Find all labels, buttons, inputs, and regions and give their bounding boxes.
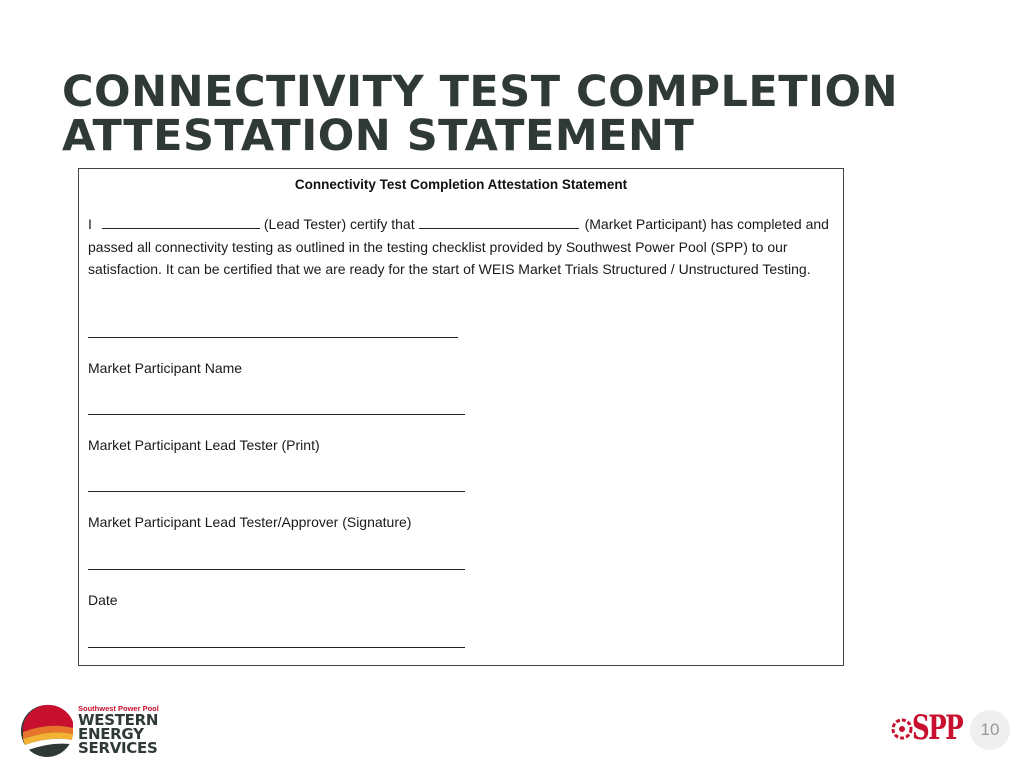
logo-line-2: ENERGY: [78, 725, 144, 743]
signature-line-4: [88, 569, 465, 570]
logo-line-3: SERVICES: [78, 739, 158, 757]
logo-line-1: WESTERN: [78, 711, 159, 729]
market-participant-label: (Market Participant) has completed: [584, 216, 802, 232]
wes-logo-text: [78, 704, 159, 755]
attestation-document: [78, 168, 844, 666]
page-number: 10: [970, 710, 1010, 750]
title-line-2: ATTESTATION STATEMENT: [62, 111, 695, 161]
field-label-lead-tester: Market Participant Lead Tester (Print): [88, 437, 320, 453]
signature-line-2: [88, 414, 465, 415]
field-label-date: Date: [88, 592, 118, 608]
lead-tester-label: (Lead Tester) certify that: [263, 216, 415, 232]
market-participant-blank: [419, 215, 579, 229]
spp-logo: SPP: [912, 708, 963, 748]
signature-line-3: [88, 491, 465, 492]
title-line-1: CONNECTIVITY TEST COMPLETION: [62, 67, 899, 117]
attestation-text: and passed all connectivity testing as outlined in the testing checklist provided by Southwest Power Pool (SPP) to our satisfaction. It can be certified that we are ready for the start of WEIS Market Trials Structured / Unstructured Testing.: [88, 216, 829, 277]
signature-line-1: [88, 337, 458, 338]
document-body: [88, 213, 840, 281]
field-label-signature: Market Participant Lead Tester/Approver (Signature): [88, 514, 412, 530]
signature-line-5: [88, 647, 465, 648]
logo-small-text: Southwest Power Pool: [78, 704, 159, 713]
lead-tester-blank: [102, 215, 260, 229]
field-label-mp-name: Market Participant Name: [88, 360, 243, 376]
intro-i: I: [88, 216, 92, 232]
slide-title: [62, 67, 962, 161]
document-heading: Connectivity Test Completion Attestation Statement: [294, 177, 628, 192]
